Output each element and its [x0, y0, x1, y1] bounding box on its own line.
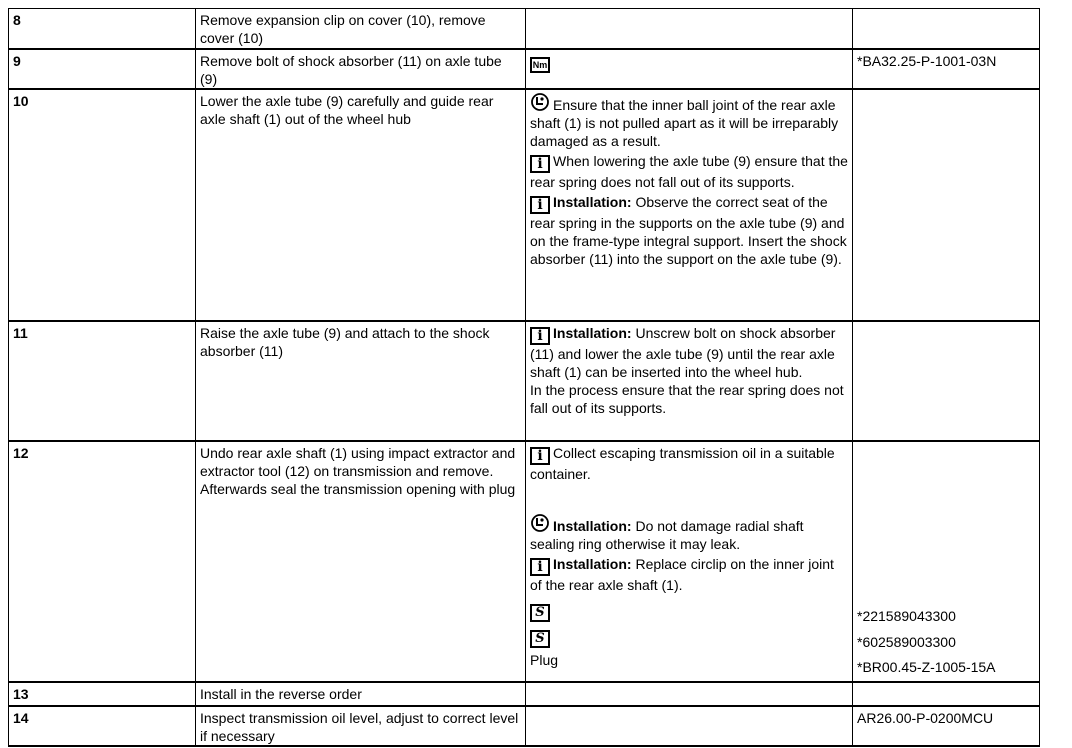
step-reference: *BA32.25-P-1001-03N — [852, 50, 1039, 88]
note-text: Unscrew bolt on shock absorber (11) and lower the axle tube (9) until the rear axle shaft (1) can be inserted into the wheel hub. — [530, 325, 836, 380]
step-action: Lower the axle tube (9) carefully and guide rear axle shaft (1) out of the wheel hub — [195, 90, 525, 320]
table-row — [8, 705, 1040, 747]
step-number: 9 — [13, 53, 21, 69]
step-notes — [525, 442, 852, 681]
step-action: Raise the axle tube (9) and attach to the shock absorber (11) — [195, 322, 525, 440]
step-reference: AR26.00-P-0200MCU — [852, 707, 1039, 745]
table-row — [8, 440, 1040, 681]
info-icon: i — [530, 327, 550, 345]
info-note — [530, 555, 848, 594]
note-heading: Installation: — [553, 194, 632, 210]
step-reference — [852, 442, 1039, 681]
table-row — [8, 681, 1040, 705]
info-note — [530, 324, 848, 381]
step-notes — [525, 707, 852, 745]
step-reference — [852, 9, 1039, 48]
note-text: Ensure that the inner ball joint of the rear axle shaft (1) is not pulled apart as it will be irreparably damaged as a result. — [530, 97, 839, 149]
step-notes — [525, 322, 852, 440]
tool-reference: *221589043300 — [857, 608, 956, 624]
step-action: Undo rear axle shaft (1) using impact extractor and extractor tool (12) on transmission and remove. Afterwards seal the transmission opening with plug — [195, 442, 525, 681]
step-action: Remove bolt of shock absorber (11) on axle tube (9) — [195, 50, 525, 88]
tool-reference: *602589003300 — [857, 634, 956, 650]
step-notes — [525, 90, 852, 320]
step-notes — [525, 50, 852, 88]
info-note — [530, 444, 848, 483]
table-row — [8, 88, 1040, 320]
info-note — [530, 152, 848, 191]
info-icon: i — [530, 155, 550, 173]
note-continuation: In the process ensure that the rear spring does not fall out of its supports. — [530, 382, 844, 416]
warning-icon — [530, 513, 550, 533]
warning-note — [530, 92, 848, 150]
note-heading: Installation: — [553, 325, 632, 341]
step-number: 11 — [13, 325, 28, 341]
step-number: 8 — [13, 12, 21, 28]
special-tool-icon: S — [530, 604, 550, 622]
note-text: Replace circlip on the inner joint of the rear axle shaft (1). — [530, 556, 834, 593]
table-row — [8, 8, 1040, 48]
step-number: 13 — [13, 686, 29, 702]
plug-line: Plug — [530, 652, 559, 668]
warning-note — [530, 513, 848, 553]
tool-line — [530, 622, 848, 648]
note-heading: Installation: — [553, 556, 632, 572]
step-action: Inspect transmission oil level, adjust to correct level if necessary — [195, 707, 525, 745]
special-tool-icon: S — [530, 630, 550, 648]
step-notes — [525, 683, 852, 705]
step-reference — [852, 90, 1039, 320]
procedure-table — [8, 8, 1040, 747]
info-note — [530, 193, 848, 268]
step-notes — [525, 9, 852, 48]
torque-nm-icon: Nm — [530, 57, 550, 73]
note-heading: Installation: — [553, 518, 632, 534]
note-text: Observe the correct seat of the rear spring in the supports on the axle tube (9) and on the frame-type integral support. Insert the shock absorber (11) into the support on the axle tube (9). — [530, 194, 847, 267]
step-reference — [852, 322, 1039, 440]
info-icon: i — [530, 558, 550, 576]
step-number: 14 — [13, 710, 29, 726]
step-number: 12 — [13, 445, 29, 461]
step-reference — [852, 683, 1039, 705]
step-action: Remove expansion clip on cover (10), remove cover (10) — [195, 9, 525, 48]
step-action: Install in the reverse order — [195, 683, 525, 705]
step-number: 10 — [13, 93, 29, 109]
warning-icon — [530, 92, 550, 112]
plug-reference: *BR00.45-Z-1005-15A — [857, 659, 996, 675]
note-text: Collect escaping transmission oil in a suitable container. — [530, 445, 835, 482]
table-row — [8, 320, 1040, 440]
table-row — [8, 48, 1040, 88]
note-text: Do not damage radial shaft sealing ring otherwise it may leak. — [530, 518, 804, 552]
tool-line — [530, 596, 848, 622]
info-icon: i — [530, 196, 550, 214]
note-text: When lowering the axle tube (9) ensure that the rear spring does not fall out of its supports. — [530, 153, 848, 190]
info-icon: i — [530, 447, 550, 465]
